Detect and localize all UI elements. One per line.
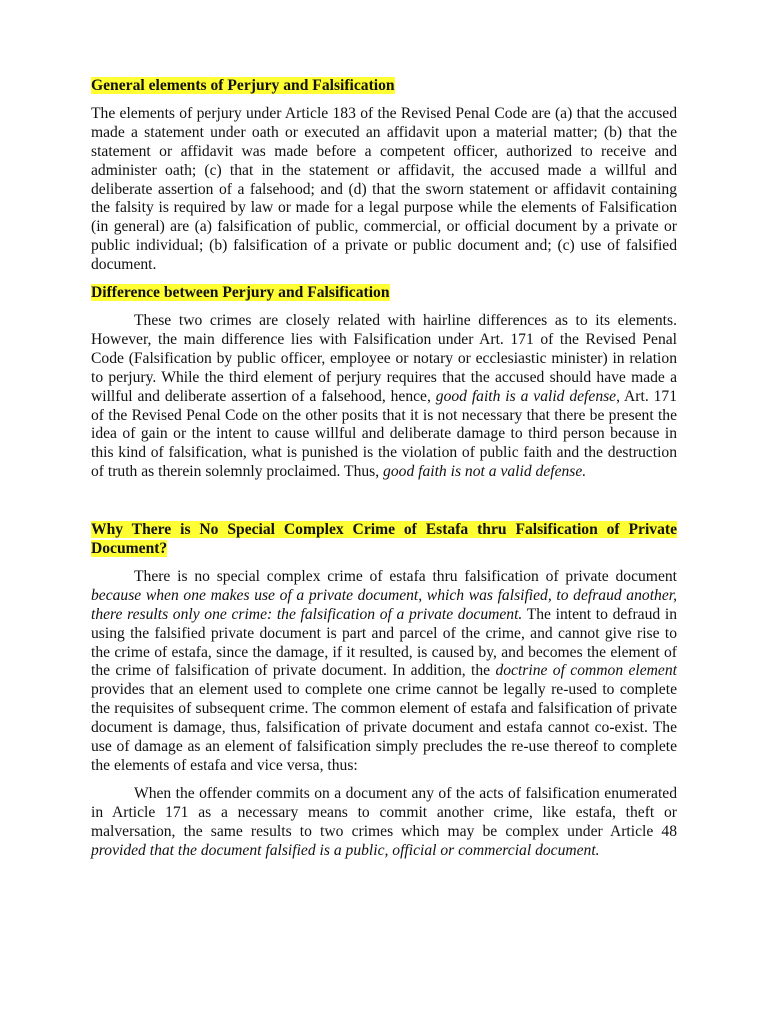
- text-run: , Art. 171 of the Revised Penal Code on the other posits that it is not necessary that there be present the idea of gain or the intent to cause willful and deliberate damage to third person because in this kind of falsification, what is punished is the violation of public faith and the destruction of truth as therein solemnly proclaimed. Thus,: [91, 387, 677, 481]
- italic-text-run: good faith is a valid defense: [435, 387, 617, 405]
- document-page: [91, 77, 677, 861]
- text-run: When the offender commits on a document any of the acts of falsification enumerated in Article 171 as a necessary means to commit another crime, like estafa, theft or malversation, the same results to two crimes which may be complex under Article 48: [91, 784, 677, 840]
- section-heading-difference: [91, 284, 677, 303]
- paragraph-no-complex-crime: [91, 568, 677, 776]
- text-run: provides that an element used to complete one crime cannot be legally re-used to complete the requisites of subsequent crime. The common element of estafa and falsification of private document is damage, thus, falsification of private document and estafa cannot co-exist. The use of damage as an element of falsification simply precludes the re-use thereof to complete the elements of estafa and vice versa, thus:: [91, 681, 677, 774]
- italic-text-run: doctrine of common element: [495, 662, 677, 680]
- paragraph-difference: [91, 312, 677, 482]
- italic-text-run: good faith is not a valid defense.: [383, 463, 587, 481]
- text-run: There is no special complex crime of estafa thru falsification of private document: [134, 567, 677, 585]
- section-heading-no-complex-crime: [91, 521, 677, 559]
- text-run: The intent to defraud in using the falsified private document is part and parcel of the crime, and cannot give rise to the crime of estafa, since the damage, if it resulted, is caused by, and becomes the element of the crime of falsification of private document. In addition, the: [91, 605, 677, 680]
- highlighted-heading-text: Difference between Perjury and Falsification: [91, 284, 390, 302]
- highlighted-heading-text: Why There is No Special Complex Crime of Estafa thru Falsification of Private Document?: [91, 521, 677, 558]
- paragraph-article-48: [91, 785, 677, 861]
- highlighted-heading-text: General elements of Perjury and Falsification: [91, 77, 395, 94]
- italic-text-run: provided that the document falsified is a public, official or commercial document.: [91, 841, 600, 859]
- paragraph-general-elements: The elements of perjury under Article 183 of the Revised Penal Code are (a) that the accused made a statement under oath or executed an affidavit upon a material matter; (b) that the statement or affidavit was made before a competent officer, authorized to receive and administer oath; (c) that in the statement or affidavit, the accused made a willful and deliberate assertion of a falsehood; and (d) that the sworn statement or affidavit containing the falsity is required by law or made for a legal purpose while the elements of Falsification (in general) are (a) falsification of public, commercial, or official document by a private or public individual; (b) falsification of a private or public document and; (c) use of falsified document.: [91, 104, 677, 274]
- text-run: These two crimes are closely related with hairline differences as to its elements. However, the main difference lies with Falsification under Art. 171 of the Revised Penal Code (Falsification by public officer, employee or notary or ecclesiastic minister) in relation to perjury. While the third element of perjury requires that the accused should have made a willful and deliberate assertion of a falsehood, hence,: [91, 311, 677, 405]
- section-heading-general-elements: [91, 77, 677, 96]
- italic-text-run: because when one makes use of a private document, which was falsified, to defraud another, there results only one crime: the falsification of a private document.: [91, 586, 677, 623]
